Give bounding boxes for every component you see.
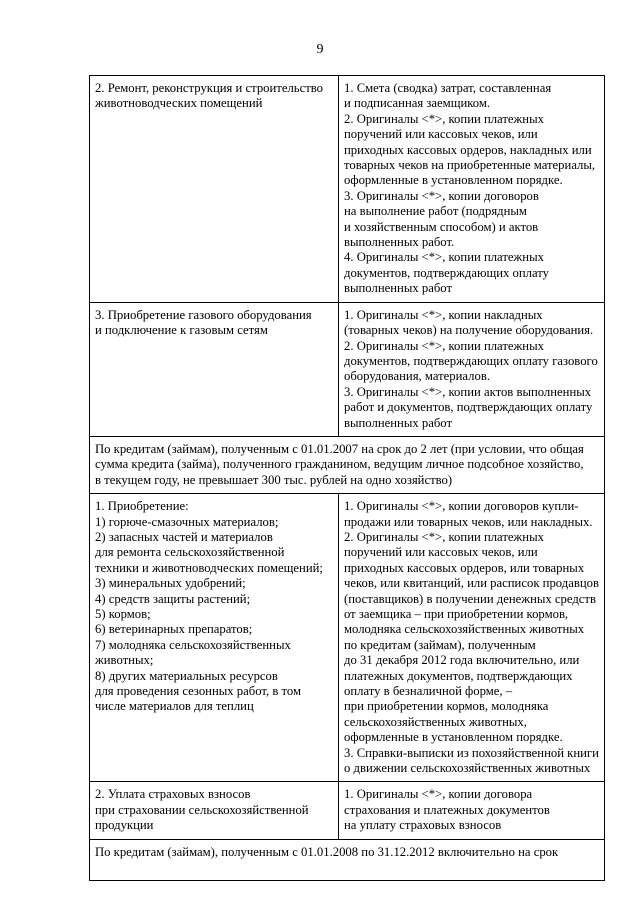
purpose-cell — [90, 76, 339, 303]
purpose-text: 2. Уплата страховых взносов при страховании сельскохозяйственной продукции — [95, 787, 309, 833]
documents-cell — [339, 302, 605, 436]
documents-text: 1. Оригиналы <*>, копии накладных (товарных чеков) на получение оборудования. 2. Оригиналы <*>, копии платежных документов, подтверждающих оплату газового оборудования, материалов. 3. Оригиналы <*>, копии актов выполненных работ и документов, подтверждающих оплату выполненных работ — [344, 307, 598, 430]
documents-cell — [339, 76, 605, 303]
table-row — [90, 76, 605, 303]
table-row — [90, 782, 605, 839]
documents-text: 1. Оригиналы <*>, копии договоров купли- продажи или товарных чеков, или накладных. 2. Оригиналы <*>, копии платежных поручений или кассовых чеков, или приходных кассовых ордеров, или товарных чеков, или квитанций, или расписок продавцов (поставщиков) в получении денежных средств от заемщика – при приобретении кормов, молодняка сельскохозяйственных животных по кредитам (займам), полученным до 31 декабря 2012 года включительно, или платежных документов, подтверждающих оплату в безналичной форме, – при приобретении кормов, молодняка сельскохозяйственных животных, оформленные в установленном порядке. 3. Справки-выписки из похозяйственной книги о движении сельскохозяйственных животных — [344, 499, 599, 776]
documents-text: 1. Оригиналы <*>, копии договора страхования и платежных документов на уплату страховых взносов — [344, 787, 550, 833]
documents-cell — [339, 782, 605, 839]
table-row — [90, 494, 605, 782]
page-number: 9 — [316, 42, 324, 57]
section-header-cell — [90, 839, 605, 880]
purpose-text: 2. Ремонт, реконструкция и строительство животноводческих помещений — [95, 81, 324, 111]
purpose-cell — [90, 494, 339, 782]
purpose-cell — [90, 782, 339, 839]
purpose-cell — [90, 302, 339, 436]
purpose-text: 1. Приобретение: 1) горюче-смазочных материалов; 2) запасных частей и материалов для ремонта сельскохозяйственной техники и животноводческих помещений; 3) минеральных удобрений; 4) средств защиты растений; 5) кормов; 6) ветеринарных препаратов; 7) молодняка сельскохозяйственных животных; 8) других материальных ресурсов для проведения сезонных работ, в том числе материалов для теплиц — [95, 499, 323, 714]
section-header-cell — [90, 436, 605, 493]
section-header-row — [90, 839, 605, 880]
section-header-row — [90, 436, 605, 493]
documents-cell — [339, 494, 605, 782]
table-row — [90, 302, 605, 436]
section-header-text: По кредитам (займам), полученным с 01.01.2007 на срок до 2 лет (при условии, что общая сумма кредита (займа), полученного гражданином, ведущим личное подсобное хозяйство, в текущем году, не превышает 300 тыс. рублей на одно хозяйство) — [95, 441, 584, 487]
section-header-text: По кредитам (займам), полученным с 01.01.2008 по 31.12.2012 включительно на срок — [95, 844, 559, 859]
purpose-text: 3. Приобретение газового оборудования и подключение к газовым сетям — [95, 307, 312, 338]
documents-text: 1. Смета (сводка) затрат, составленная и подписанная заемщиком. 2. Оригиналы <*>, копии платежных поручений или кассовых чеков, или приходных кассовых ордеров, накладных или товарных чеков на приобретенные материалы, оформленные в установленном порядке. 3. Оригиналы <*>, копии договоров на выполнение работ (подрядным и хозяйственным способом) и актов выполненных работ. 4. Оригиналы <*>, копии платежных документов, подтверждающих оплату выполненных работ — [344, 81, 596, 296]
document-table — [89, 75, 605, 881]
